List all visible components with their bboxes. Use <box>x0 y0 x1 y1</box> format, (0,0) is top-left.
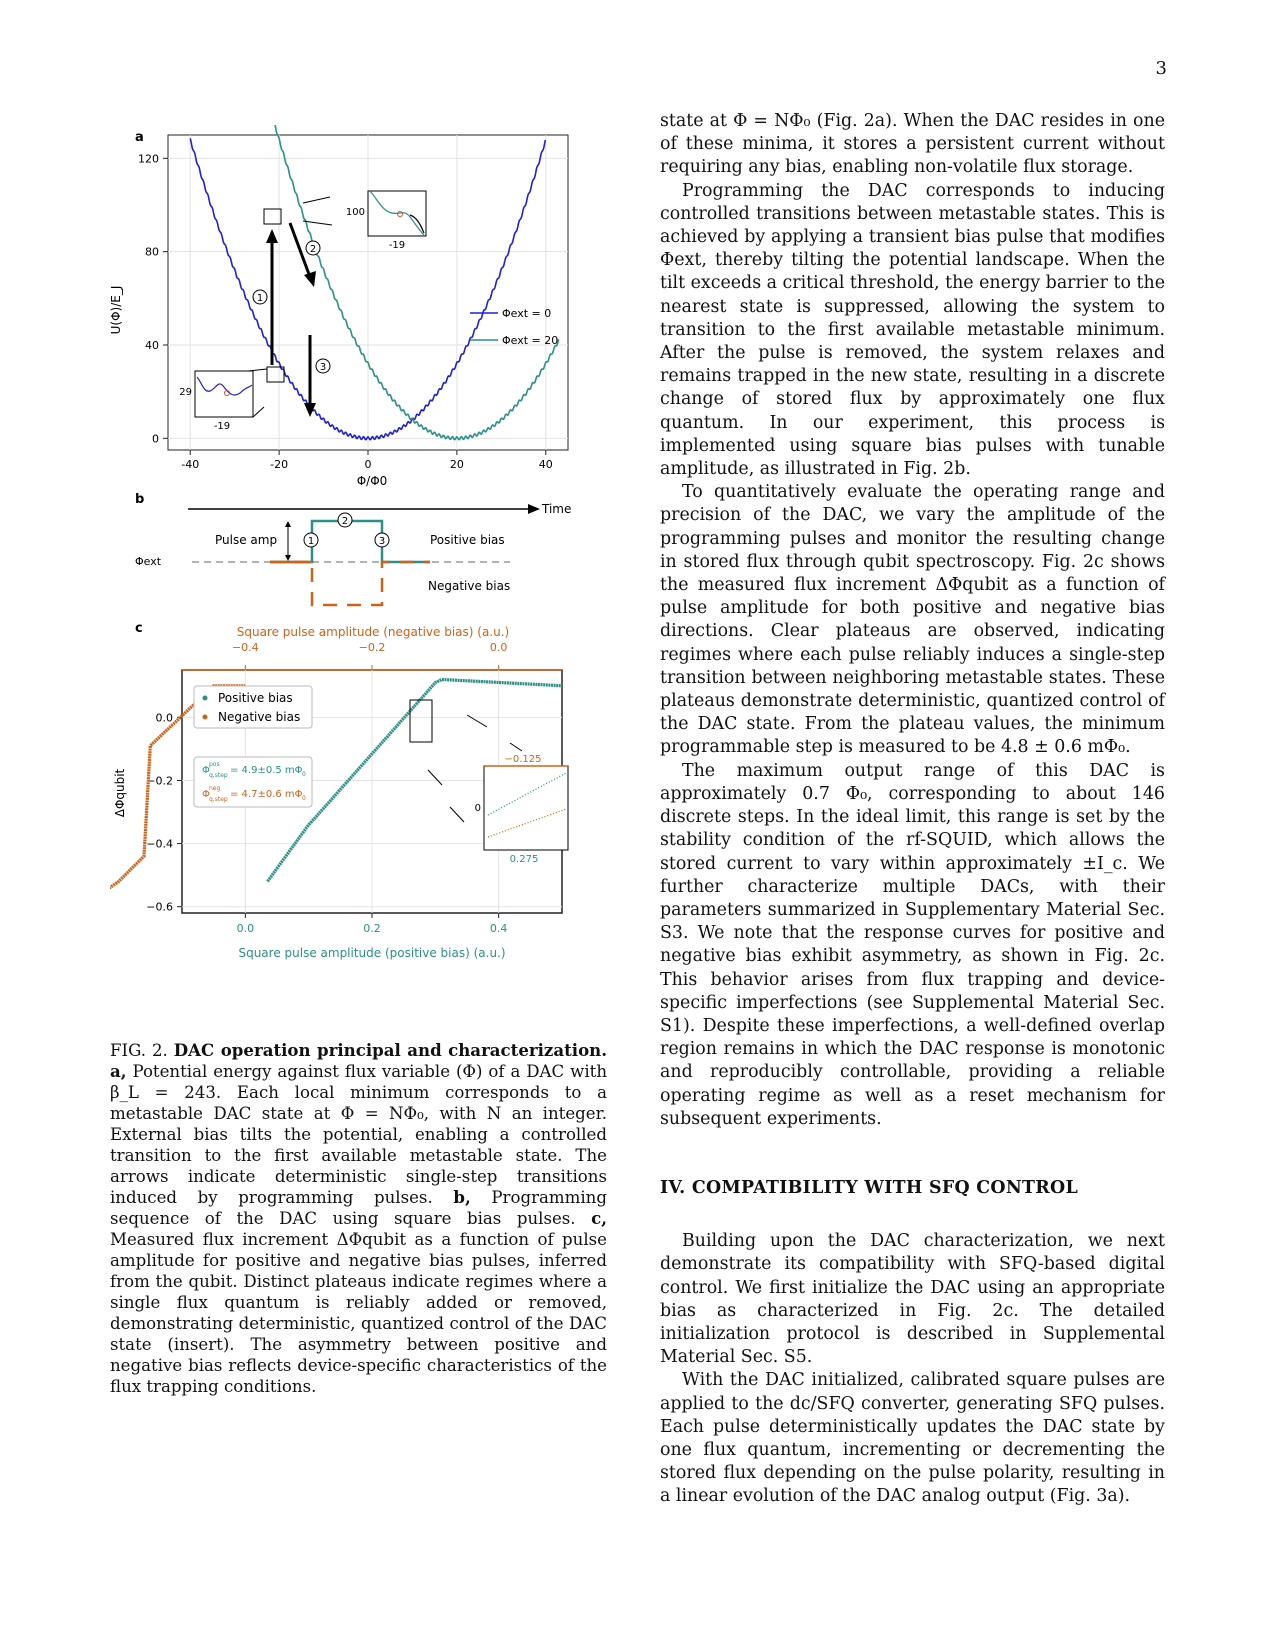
paragraph: With the DAC initialized, calibrated square pulses are applied to the dc/SFQ converter, generating SFQ pulses. Each pulse deterministically updates the DAC state by one flux quantum, incrementing or decrementing the stored flux depending on the pulse polarity, resulting in a linear evolution of the DAC analog output (Fig. 3a). <box>660 1370 1165 1507</box>
x-tick-label: 0 <box>364 458 372 471</box>
inset-top-xtick: -19 <box>388 240 406 251</box>
y-tick-label: 120 <box>138 152 159 166</box>
zoom-line <box>303 197 330 203</box>
x2-tick-label: −0.4 <box>231 641 259 654</box>
arrow-step-2-head <box>304 271 316 287</box>
svg-text:Φ: Φ <box>202 765 210 776</box>
zoom-line <box>428 770 442 785</box>
svg-text:0: 0 <box>302 795 306 802</box>
x-tick-label: 20 <box>449 458 464 471</box>
panel-a-label: a <box>135 130 144 145</box>
x2-tick-label: 0.0 <box>489 641 508 654</box>
step-1-label: 1 <box>256 293 264 304</box>
panel-b-ylabel: Φext <box>135 555 162 568</box>
y-tick-label: −0.2 <box>146 774 173 788</box>
b-step-2-label: 2 <box>341 516 349 527</box>
svg-text:q,step: q,step <box>209 796 228 803</box>
positive-bias-label: Positive bias <box>430 533 505 547</box>
zoom-box-top <box>264 209 281 224</box>
panel-c-bottom-axis-label: Square pulse amplitude (positive bias) (a.u.) <box>238 946 506 960</box>
y-tick-label: −0.4 <box>146 837 173 851</box>
arrow-step-1-head <box>266 229 278 243</box>
time-label: Time <box>542 502 572 516</box>
inset-c-left-tick: 0 <box>474 803 481 814</box>
anno-negative: = 4.7±0.6 mΦ <box>230 789 303 800</box>
legend-phi-ext-0: Φext = 0 <box>502 307 552 320</box>
svg-text:neg: neg <box>209 785 221 792</box>
negative-bias-label: Negative bias <box>428 579 511 593</box>
panel-c-inset <box>475 754 568 865</box>
inset-bottom <box>179 369 267 432</box>
figure-2-svg <box>110 125 600 1005</box>
section-heading: IV. COMPATIBILITY WITH SFQ CONTROL <box>660 1177 1079 1198</box>
inset-top <box>346 191 426 251</box>
panel-a-legend <box>470 307 558 347</box>
zoom-line <box>510 743 522 751</box>
panel-a-xlabel: Φ/Φ0 <box>356 474 388 488</box>
step-3-label: 3 <box>319 362 327 373</box>
negative-pulse <box>270 562 430 605</box>
caption-a-text: Potential energy against flux variable (Φ) of a DAC with β_L = 243. Each local minimum corresponds to a metastable DAC state at Φ = NΦ₀, with N an integer. External bias tilts the potential, enabling a controlled transition to the first available metastable state. The arrows indicate deterministic single-step transitions induced by programming pulses. <box>110 1062 608 1207</box>
caption-a-label: a, <box>110 1061 127 1081</box>
inset-c-top-tick: −0.125 <box>504 754 542 765</box>
legend-negative-bias: Negative bias <box>218 710 301 724</box>
paragraph: Programming the DAC corresponds to inducing controlled transitions between metastable states. This is achieved by applying a transient bias pulse that modifies Φext, thereby tilting the potential landscape. When the tilt exceeds a critical threshold, the energy barrier to the nearest state is suppressed, allowing the system to transition to the first available metastable minimum. After the pulse is removed, the system relaxes and remains trapped in the new state, resulting in a discrete change of stored flux by approximately one flux quantum. In our experiment, this process is implemented using square bias pulses with tunable amplitude, as illustrated in Fig. 2b. <box>660 180 1165 480</box>
caption-c-text: Measured flux increment ΔΦqubit as a function of pulse amplitude for positive and negative bias pulses, inferred from the qubit. Distinct plateaus indicate regimes where a single flux quantum is reliably added or removed, demonstrating deterministic, quantized control of the DAC state (insert). The asymmetry between positive and negative bias reflects device-specific characteristics of the flux trapping conditions. <box>110 1230 607 1396</box>
paragraph: To quantitatively evaluate the operating range and precision of the DAC, we vary the amplitude of the programming pulses and monitor the resulting change in stored flux through qubit spectroscopy. Fig. 2c shows the measured flux increment ΔΦqubit as a function of pulse amplitude for both positive and negative bias directions. Clear plateaus are observed, indicating regimes where each pulse reliably induces a single-step transition between neighboring metastable states. These plateaus demonstrate deterministic, quantized control of the DAC state. From the plateau values, the minimum programmable step is measured to be 4.8 ± 0.6 mΦ₀. <box>660 482 1165 758</box>
step-2-label: 2 <box>309 244 317 255</box>
x-tick-label: 0.2 <box>363 922 381 935</box>
inset-top-ytick: 100 <box>345 207 365 218</box>
paragraph: state at Φ = NΦ₀ (Fig. 2a). When the DAC resides in one of these minima, it stores a persistent current without requiring any bias, enabling non-volatile flux storage. <box>660 111 1165 178</box>
inset-c-bottom-tick: 0.275 <box>509 854 539 865</box>
caption-title: DAC operation principal and characterization. <box>173 1040 607 1060</box>
inset-bottom-xtick: -19 <box>213 421 231 432</box>
svg-text:pos: pos <box>209 761 220 768</box>
b-step-3-label: 3 <box>378 536 386 547</box>
y-tick-label: −0.6 <box>146 900 173 914</box>
x-tick-label: 40 <box>538 458 553 471</box>
legend-positive-bias: Positive bias <box>218 691 293 705</box>
positive-pulse <box>270 521 430 562</box>
caption-fig-label: FIG. 2. <box>110 1041 168 1060</box>
caption-c-label: c, <box>591 1208 607 1228</box>
y-tick-label: 0.0 <box>155 711 173 725</box>
svg-text:0: 0 <box>302 771 306 778</box>
inset-bottom-ytick: 29 <box>179 387 192 398</box>
svg-text:Φ: Φ <box>202 789 210 800</box>
x-tick-label: -20 <box>270 458 289 471</box>
figure-caption <box>110 1040 607 1397</box>
y-tick-label: 80 <box>145 245 159 259</box>
anno-positive: = 4.9±0.5 mΦ <box>230 765 303 776</box>
panel-c-ylabel: ΔΦqubit <box>113 768 127 818</box>
x-tick-label: -40 <box>181 458 200 471</box>
figure-2 <box>110 125 600 1005</box>
legend-phi-ext-20: Φext = 20 <box>502 334 559 347</box>
zoom-line <box>450 807 464 822</box>
page-number: 3 <box>1155 58 1167 79</box>
pulse-amp-arrow-up <box>285 521 291 527</box>
panel-c-legend <box>194 686 312 728</box>
panel-a-ylabel: U(Φ)/E_J <box>110 285 123 335</box>
panel-c-top-axis-label: Square pulse amplitude (negative bias) (a.u.) <box>236 625 510 639</box>
y-tick-label: 40 <box>145 339 159 352</box>
panel-b-label: b <box>135 492 145 507</box>
zoom-line <box>467 715 487 727</box>
curve-phi-ext-20 <box>257 125 559 440</box>
pulse-amp-label: Pulse amp <box>215 533 278 547</box>
caption-b-text: Programming sequence of the DAC using square bias pulses. <box>110 1188 607 1228</box>
y-tick-label: 0 <box>152 432 159 446</box>
pulse-amp-arrow-down <box>285 555 291 561</box>
panel-c-label: c <box>135 621 143 636</box>
x-tick-label: 0.0 <box>236 922 255 935</box>
x-tick-label: 0.4 <box>489 922 508 935</box>
time-axis-head <box>528 504 540 514</box>
paragraph: The maximum output range of this DAC is approximately 0.7 Φ₀, corresponding to about 146 discrete steps. In the ideal limit, this range is set by the stability condition of the rf-SQUID, which allows the stored current to vary within approximately ±I_c. We further characterize multiple DACs, with their parameters summarized in Supplementary Material Sec. S3. We note that the response curves for positive and negative bias exhibit asymmetry, as shown in Fig. 2c. This behavior arises from flux trapping and device-specific imperfections (see Supplemental Material Sec. S1). Despite these imperfections, a well-defined overlap region remains in which the DAC response is monotonic and reproducibly controllable, providing a reliable operating regime as well as a reset mechanism for subsequent experiments. <box>660 760 1165 1129</box>
svg-text:q,step: q,step <box>209 772 228 779</box>
body-text-column <box>660 110 1165 1509</box>
b-step-1-label: 1 <box>307 536 315 547</box>
panel-a-ticks <box>138 152 553 471</box>
caption-b-label: b, <box>453 1187 471 1207</box>
paragraph: Building upon the DAC characterization, we next demonstrate its compatibility with SFQ-based digital control. We first initialize the DAC using an appropriate bias as characterized in Fig. 2c. The detailed initialization protocol is described in Supplemental Material Sec. S5. <box>660 1231 1165 1368</box>
step-annotation <box>194 757 312 807</box>
x2-tick-label: −0.2 <box>358 641 386 654</box>
